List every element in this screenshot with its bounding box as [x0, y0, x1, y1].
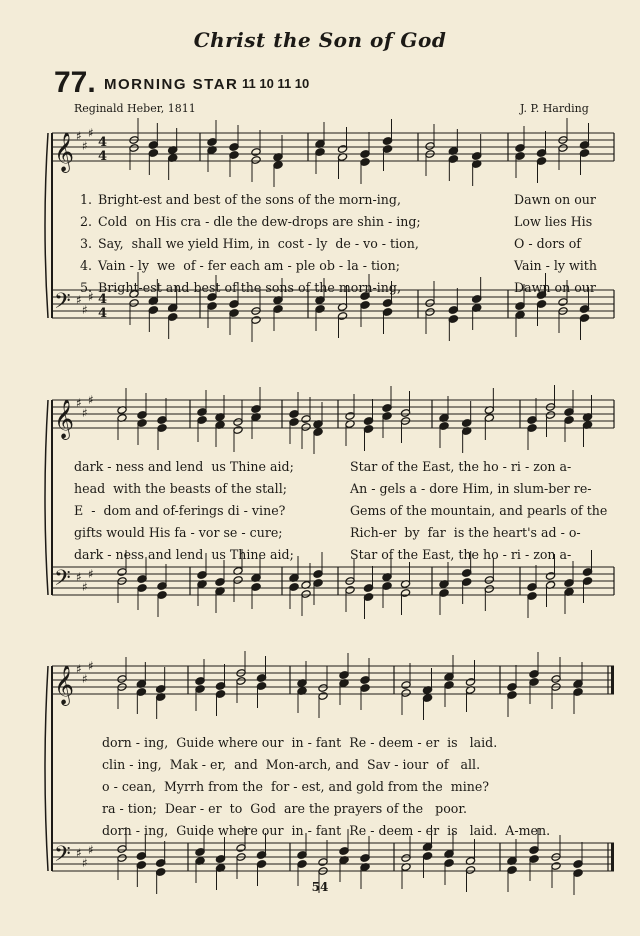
lyric-line: Cold on His cra - dle the dew-drops are shin - ing; [98, 214, 421, 229]
final-bar [611, 666, 614, 694]
hymn-number: 77. [54, 66, 96, 99]
lyric-line: Star of the East, the ho - ri - zon a- [350, 547, 572, 562]
sharp-sign: ♯ [82, 406, 88, 420]
final-bar [611, 843, 614, 871]
system-bracket [45, 666, 48, 871]
bass-clef: 𝄢 [54, 566, 71, 596]
system-bracket [45, 133, 48, 318]
tune-name: MORNING STAR [104, 76, 239, 93]
sharp-sign: ♯ [76, 846, 82, 860]
author-credit: Reginald Heber, 1811 [74, 102, 196, 115]
lyric-line: Dawn on our [514, 280, 596, 295]
lyric-line: Bright-est and best of the sons of the morn-ing, [98, 280, 401, 295]
lyric-line: ra - tion; Dear - er to God are the prayers of the poor. [102, 801, 468, 816]
sharp-sign: ♯ [88, 290, 94, 304]
composer-credit: J. P. Harding [520, 102, 589, 115]
sharp-sign: ♯ [88, 393, 94, 407]
sharp-sign: ♯ [88, 126, 94, 140]
sharp-sign: ♯ [76, 129, 82, 143]
lyric-line: Vain - ly with [514, 258, 597, 273]
sharp-sign: ♯ [82, 580, 88, 594]
lyric-line: dorn - ing, Guide where our in - fant Re - deem - er is laid. [102, 735, 498, 750]
lyric-line: An - gels a - dore Him, in slum-ber re- [350, 481, 592, 496]
lyric-line: Vain - ly we of - fer each am - ple ob - la - tion; [98, 258, 400, 273]
sharp-sign: ♯ [88, 843, 94, 857]
sharp-sign: ♯ [82, 303, 88, 317]
verse-number: 4. [80, 258, 93, 273]
lyric-line: E - dom and of-ferings di - vine? [74, 503, 286, 518]
sharp-sign: ♯ [76, 396, 82, 410]
sharp-sign: ♯ [88, 567, 94, 581]
verse-number: 2. [80, 214, 93, 229]
lyric-line: O - dors of [514, 236, 581, 251]
lyric-line: dark - ness and lend us Thine aid; [74, 459, 294, 474]
lyric-line: Say, shall we yield Him, in cost - ly de - vo - tion, [98, 236, 419, 251]
verse-number: 5. [80, 280, 93, 295]
lyric-line: Low lies His [514, 214, 593, 229]
treble-clef: 𝄞 [54, 132, 75, 172]
section-title: Christ the Son of God [193, 28, 447, 52]
treble-clef: 𝄞 [54, 665, 75, 705]
lyric-line: head with the beasts of the stall; [74, 481, 287, 496]
bass-clef: 𝄢 [54, 842, 71, 872]
time-signature: 4 [98, 149, 108, 164]
verse-number: 1. [80, 192, 93, 207]
sharp-sign: ♯ [76, 293, 82, 307]
sharp-sign: ♯ [76, 662, 82, 676]
lyric-line: o - cean, Myrrh from the for - est, and gold from the mine? [102, 779, 490, 794]
system-bracket [45, 400, 48, 595]
lyric-line: dark - ness and lend us Thine aid; [74, 547, 294, 562]
lyric-line: dorn - ing, Guide where our in - fant Re - deem - er is laid. A-men. [102, 823, 551, 838]
meter: 11 10 11 10 [242, 76, 310, 91]
verse-number: 3. [80, 236, 93, 251]
lyric-line: Dawn on our [514, 192, 596, 207]
lyric-line: Star of the East, the ho - ri - zon a- [350, 459, 572, 474]
page-number: 54 [311, 880, 329, 894]
lyric-line: clin - ing, Mak - er, and Mon-arch, and Sav - iour of all. [102, 757, 481, 772]
sharp-sign: ♯ [82, 672, 88, 686]
lyric-line: gifts would His fa - vor se - cure; [74, 525, 283, 540]
bass-clef: 𝄢 [54, 289, 71, 319]
sharp-sign: ♯ [88, 659, 94, 673]
sharp-sign: ♯ [82, 856, 88, 870]
treble-clef: 𝄞 [54, 399, 75, 439]
time-signature: 4 [98, 135, 108, 150]
time-signature: 4 [98, 306, 108, 321]
lyric-line: Gems of the mountain, and pearls of the [350, 503, 608, 518]
sharp-sign: ♯ [82, 139, 88, 153]
lyric-line: Rich-er by far is the heart's ad - o- [350, 525, 581, 540]
time-signature: 4 [98, 292, 108, 307]
lyric-line: Bright-est and best of the sons of the morn-ing, [98, 192, 401, 207]
sharp-sign: ♯ [76, 570, 82, 584]
